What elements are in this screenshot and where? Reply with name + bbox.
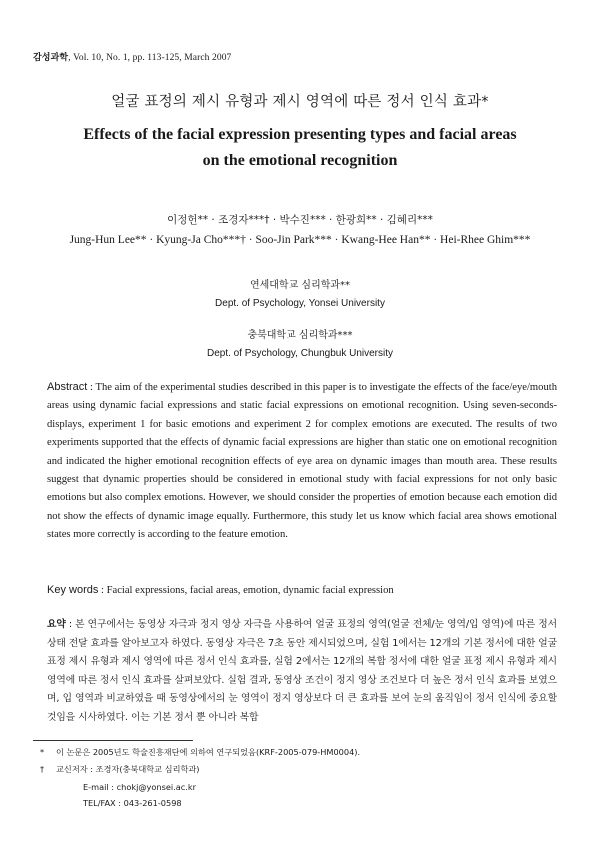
footnote-symbol: † <box>40 764 45 774</box>
abstract-text: : The aim of the experimental studies described in this paper is to investigate the effects of the face/eye/mouth areas using dynamic facial expressions and static facial expressions on emotional recognition. Using seven-seconds-displays, experiment 1 for basic emotions and experiment 2 for complex emotions are executed. The results of two experiments supported that the effects of dynamic facial expressions are higher than static one on emotional recognition and indicated the higher emotional recognition effects of eye area on dynamic images than mouth area. These results suggest that dynamic properties should be considered in emotional study with facial expressions for not only basic emotions but also complex emotions. However, we should consider the properties of emotion because each emotion did not show the effects of dynamic image equally. Furthermore, this study let us know which facial area shows emotional states more correctly is according to the feature emotion. <box>47 382 557 541</box>
affiliation-korean: 충북대학교 심리학과*** <box>247 330 353 341</box>
affiliation-english: Dept. of Psychology, Chungbuk University <box>206 348 393 359</box>
korean-title: 얼굴 표정의 제시 유형과 제시 영역에 따른 정서 인식 효과* <box>111 94 489 110</box>
affiliation-korean: 연세대학교 심리학과** <box>249 280 351 291</box>
footnote-corresponding-author <box>40 763 200 775</box>
keywords-text: : Facial expressions, facial areas, emotion, dynamic facial expression <box>98 585 394 596</box>
keywords <box>47 582 557 599</box>
footnote-symbol: * <box>40 747 45 757</box>
footnote-email: E-mail : chokj@yonsei.ac.kr <box>83 782 196 792</box>
abstract <box>47 378 557 545</box>
korean-authors: 이정헌** · 조경자***† · 박수진*** · 한광희** · 김혜리*** <box>167 214 433 226</box>
footnote-text: 이 논문은 2005년도 학술진흥재단에 의하여 연구되었음(KRF-2005-079-HM0004). <box>56 747 361 757</box>
footnote-telfax: TEL/FAX : 043-261-0598 <box>83 798 182 808</box>
korean-abstract-label: 요약 <box>47 619 66 630</box>
english-authors: Jung-Hun Lee** · Kyung-Ja Cho***† · Soo-Jin Park*** · Kwang-Hee Han** · Hei-Rhee Ghim*** <box>69 234 531 246</box>
footnote-text: 교신저자 : 조경자(충북대학교 심리학과) <box>56 764 200 774</box>
journal-header <box>33 50 231 63</box>
journal-citation: , Vol. 10, No. 1, pp. 113-125, March 2007 <box>68 53 232 63</box>
journal-name: 감성과학 <box>33 53 69 63</box>
keywords-label: Key words <box>47 584 99 596</box>
footnote-funding <box>40 746 360 758</box>
affiliation-yonsei <box>0 276 600 309</box>
affiliation-chungbuk <box>0 326 600 359</box>
abstract-label: Abstract <box>47 381 88 393</box>
affiliation-english: Dept. of Psychology, Yonsei University <box>215 298 385 309</box>
footnote-divider <box>33 740 193 741</box>
korean-abstract <box>47 616 557 728</box>
english-title <box>0 122 600 174</box>
english-title-line1: Effects of the facial expression presenting types and facial areas <box>83 126 517 143</box>
korean-abstract-text: : 본 연구에서는 동영상 자극과 정지 영상 자극을 사용하여 얼굴 표정의 영역(얼굴 전체/눈 영역/입 영역)에 따른 정서 상태 전달 효과를 알아보고자 하였다. 동영상 자극은 7초 동안 제시되었으며, 실험 1에서는 12개의 기본 정서에 대한 얼굴 표정 제시 유형과 제시 영역에 따른 정서 인식 효과를, 실험 2에서는 12개의 복합 정서에 대한 얼굴 표정 제시 유형과 제시 영역에 따른 정서 인식 효과를 살펴보았다. 실험 결과, 동영상 조건이 정지 영상 조건보다 더 높은 정서 인식 효과를 보였으며, 입 영역과 비교하였을 때 동영상에서의 눈 영역이 정지 영상보다 더 큰 효과를 보여 눈의 움직임이 정서 인식에 중요할 것임을 시사하였다. 이는 기본 정서 뿐 아니라 복합 <box>47 619 557 723</box>
english-title-line2: on the emotional recognition <box>202 152 398 169</box>
